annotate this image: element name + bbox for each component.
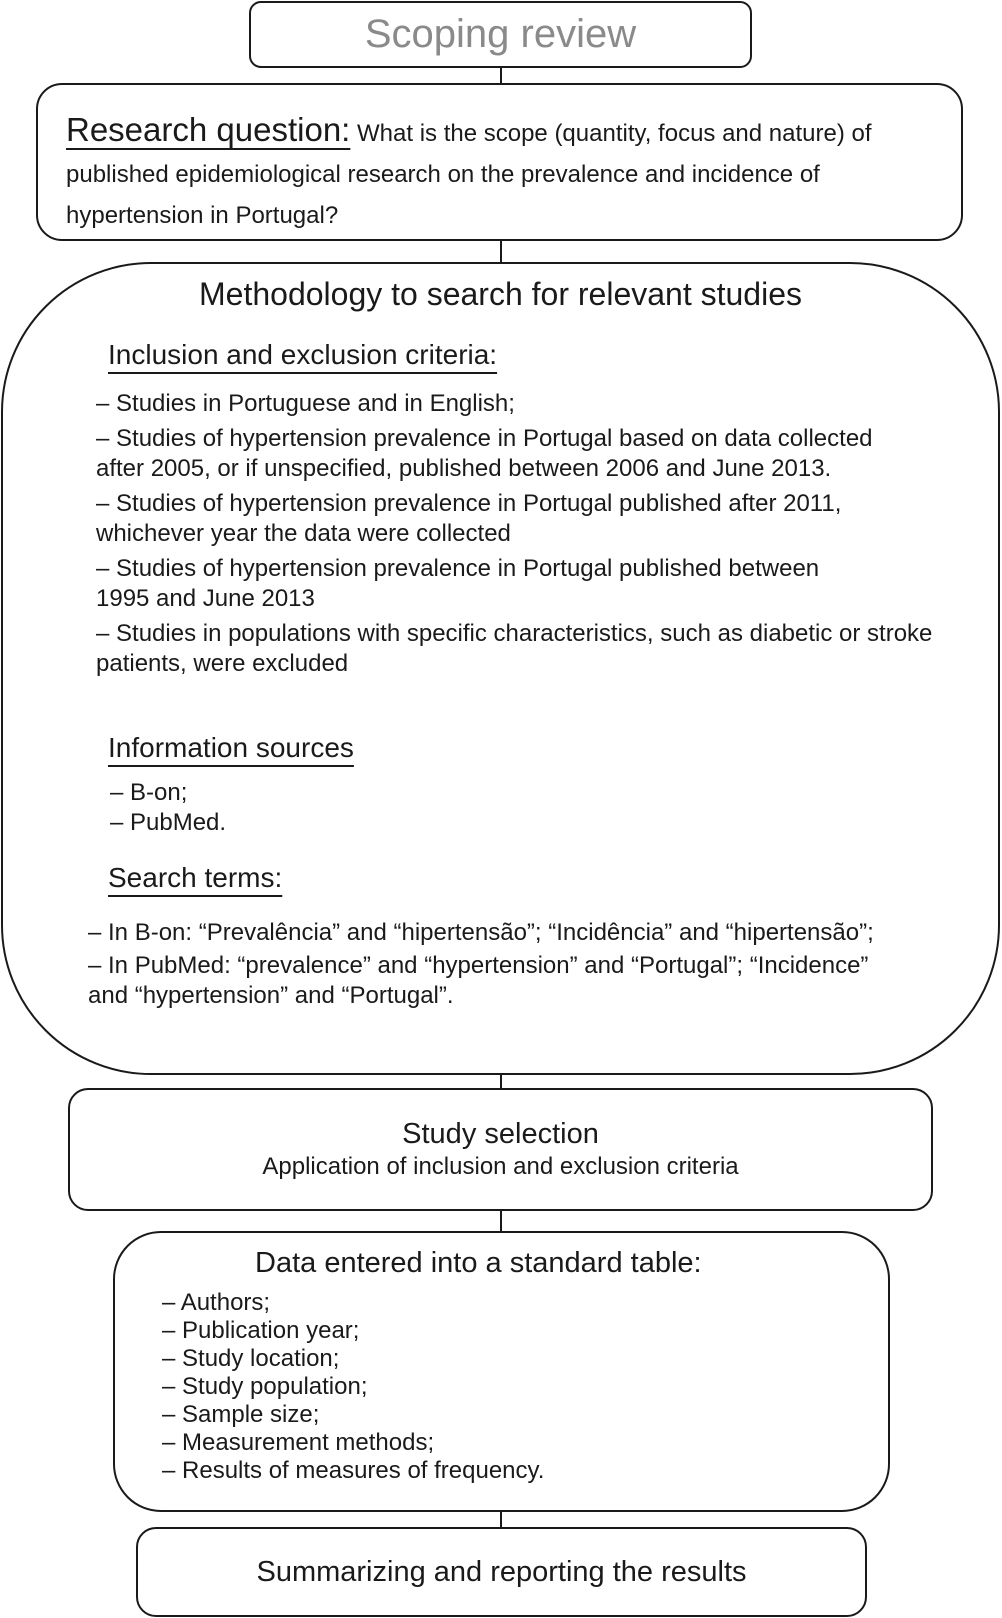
- research-question-label: Research question:: [66, 111, 351, 148]
- sources-list: [110, 778, 226, 838]
- search-terms-heading: Search terms:: [108, 862, 283, 893]
- methodology-title: Methodology to search for relevant studies: [199, 276, 802, 312]
- study-selection-title: Study selection: [402, 1118, 599, 1150]
- inclusion-criterion: – Studies of hypertension prevalence in Portugal published between 1995 and June 2013: [96, 555, 820, 612]
- inclusion-criterion: – Studies in populations with specific characteristics, such as diabetic or stroke patients, were excluded: [96, 620, 933, 677]
- research-question-paragraph: [66, 109, 936, 236]
- data-field: – Publication year;: [162, 1317, 360, 1344]
- study-selection-subtitle: Application of inclusion and exclusion criteria: [262, 1153, 739, 1180]
- search-term: – In PubMed: “prevalence” and “hypertension” and “Portugal”; “Incidence” and “hypertension” and “Portugal”.: [88, 952, 869, 1009]
- inclusion-criterion: – Studies of hypertension prevalence in Portugal based on data collected after 2005, or if unspecified, published between 2006 and June 2013.: [96, 425, 873, 482]
- connector-data-summary: [500, 1512, 502, 1527]
- inclusion-list: [96, 389, 932, 679]
- inclusion-criterion: – Studies in Portuguese and in English;: [96, 390, 515, 417]
- data-table-list: [162, 1289, 544, 1485]
- inclusion-heading: Inclusion and exclusion criteria:: [108, 339, 498, 370]
- data-field: – Authors;: [162, 1289, 271, 1316]
- connector-selection-data: [500, 1211, 502, 1231]
- search-term: – In B-on: “Prevalência” and “hipertensão”; “Incidência” and “hipertensão”;: [88, 919, 874, 946]
- data-field: – Results of measures of frequency.: [162, 1457, 545, 1484]
- connector-method-selection: [500, 1075, 502, 1088]
- inclusion-criterion: – Studies of hypertension prevalence in Portugal published after 2011, whichever year the data were collected: [96, 490, 842, 547]
- summary-box: [136, 1527, 867, 1617]
- research-question-box: [36, 83, 963, 241]
- data-table-title: Data entered into a standard table:: [255, 1247, 702, 1279]
- information-source: – PubMed.: [110, 809, 227, 836]
- scoping-review-box: [249, 1, 752, 68]
- data-field: – Study location;: [162, 1345, 340, 1372]
- methodology-box: [1, 262, 1000, 1075]
- summary-text: Summarizing and reporting the results: [256, 1555, 747, 1588]
- search-terms-list: [88, 918, 874, 1011]
- data-table-box: [113, 1231, 890, 1512]
- data-field: – Measurement methods;: [162, 1429, 435, 1456]
- data-field: – Sample size;: [162, 1401, 320, 1428]
- data-field: – Study population;: [162, 1373, 368, 1400]
- scoping-review-title: Scoping review: [364, 12, 637, 56]
- connector-rq-method: [500, 241, 502, 262]
- information-source: – B-on;: [110, 779, 188, 806]
- connector-title-rq: [500, 68, 502, 83]
- research-question-text: What is the scope (quantity, focus and nature) of published epidemiological research on the prevalence and incidence of hypertension in Portugal?: [66, 120, 872, 229]
- study-selection-box: [68, 1088, 933, 1211]
- sources-heading: Information sources: [108, 732, 354, 763]
